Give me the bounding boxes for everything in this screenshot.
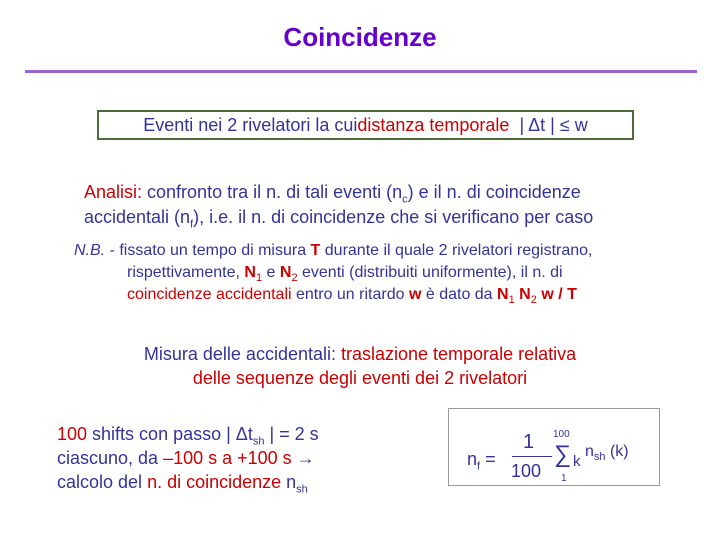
formula-nsh-n: n: [585, 443, 594, 460]
shifts-paragraph: [57, 422, 417, 494]
definition-highlight: distanza temporale: [357, 114, 510, 135]
nb-formula-slash: /: [553, 286, 568, 303]
definition-box: [97, 110, 634, 140]
fraction-bar: [512, 456, 552, 457]
shifts-coincidenze: n. di coincidenze: [147, 472, 282, 492]
shifts-text-2: shifts con passo | Δt: [87, 424, 253, 444]
shifts-sub-sh: sh: [252, 435, 265, 448]
nb-text-3: rispettivamente,: [127, 264, 245, 281]
misura-label: Misura delle accidentali:: [143, 344, 336, 364]
formula-box: [448, 408, 660, 486]
page-title: Coincidenze: [283, 22, 437, 52]
nb-formula-N2: N: [519, 286, 531, 303]
analisi-text-1: confronto tra il n. di tali eventi (n: [142, 182, 403, 202]
misura-paragraph: [0, 342, 720, 390]
misura-text-2: delle sequenze degli eventi dei 2 rivelatori: [192, 368, 528, 388]
formula-nsh-sub: sh: [593, 451, 606, 464]
analisi-label: Analisi:: [84, 182, 143, 202]
shifts-count: 100: [57, 424, 88, 444]
shifts-arrow-icon: →: [291, 448, 315, 468]
shifts-range: –100 s a +100 s: [163, 448, 292, 468]
shifts-sub-sh2: sh: [296, 483, 308, 496]
nb-text-4: e: [262, 264, 280, 281]
formula-arg: (k): [605, 443, 629, 460]
nb-text-2: durante il quale 2 rivelatori registrano,: [320, 242, 593, 259]
nb-N2: N: [279, 264, 292, 281]
shifts-text-4: ciascuno, da: [57, 448, 164, 468]
nb-sub-1: 1: [255, 272, 263, 285]
definition-condition: | Δt | ≤ w: [509, 114, 588, 135]
formula-sub-f: f: [477, 460, 481, 473]
formula-numerator: 1: [523, 431, 535, 453]
nb-accidentali: coincidenze accidentali: [127, 286, 292, 303]
title-divider: [25, 70, 697, 73]
misura-text-1: traslazione temporale relativa: [335, 344, 577, 364]
formula-k-subscript: k: [573, 453, 581, 470]
formula-eq: =: [480, 449, 496, 469]
shifts-text-3: | = 2 s: [264, 424, 319, 444]
analisi-text-2: ) e il n. di coincidenze: [407, 182, 581, 202]
analisi-sub-f: f: [190, 218, 194, 231]
formula-nsh: [585, 443, 629, 464]
nb-text-8: è dato da: [421, 286, 498, 303]
definition-text-1: Eventi nei 2 rivelatori la cui: [143, 114, 358, 135]
formula-lower-limit: 1: [561, 473, 567, 484]
nb-formula-w: w: [541, 286, 554, 303]
nb-N1: N: [244, 264, 256, 281]
sigma-icon: ∑: [554, 441, 572, 468]
formula-nf: [467, 449, 496, 473]
nb-text-5: eventi (distribuiti uniformente), il n. di: [297, 264, 563, 281]
nb-text-7: entro un ritardo: [291, 286, 409, 303]
nb-text-1: - fissato un tempo di misura: [105, 242, 311, 259]
shifts-text-6: calcolo del: [57, 472, 148, 492]
formula-denominator: 100: [511, 461, 542, 481]
formula-n: n: [467, 449, 478, 469]
nb-label: N.B.: [74, 242, 106, 259]
nb-sub-2: 2: [291, 272, 298, 285]
nb-formula-sub-1: 1: [508, 294, 515, 307]
formula-upper-limit: 100: [553, 429, 570, 440]
analisi-sub-c: c: [402, 193, 408, 206]
nb-T-1: T: [310, 242, 321, 259]
nb-formula-T: T: [567, 286, 577, 303]
analisi-text-4: ), i.e. il n. di coincidenze che si verificano per caso: [193, 207, 594, 227]
analisi-paragraph: [84, 180, 704, 230]
nb-paragraph: [74, 240, 704, 306]
nb-formula-sub-2: 2: [530, 294, 537, 307]
analisi-text-3: accidentali (n: [84, 207, 191, 227]
nb-formula-N1: N: [497, 286, 509, 303]
shifts-text-8: n: [281, 472, 297, 492]
nb-w-1: w: [408, 286, 422, 303]
